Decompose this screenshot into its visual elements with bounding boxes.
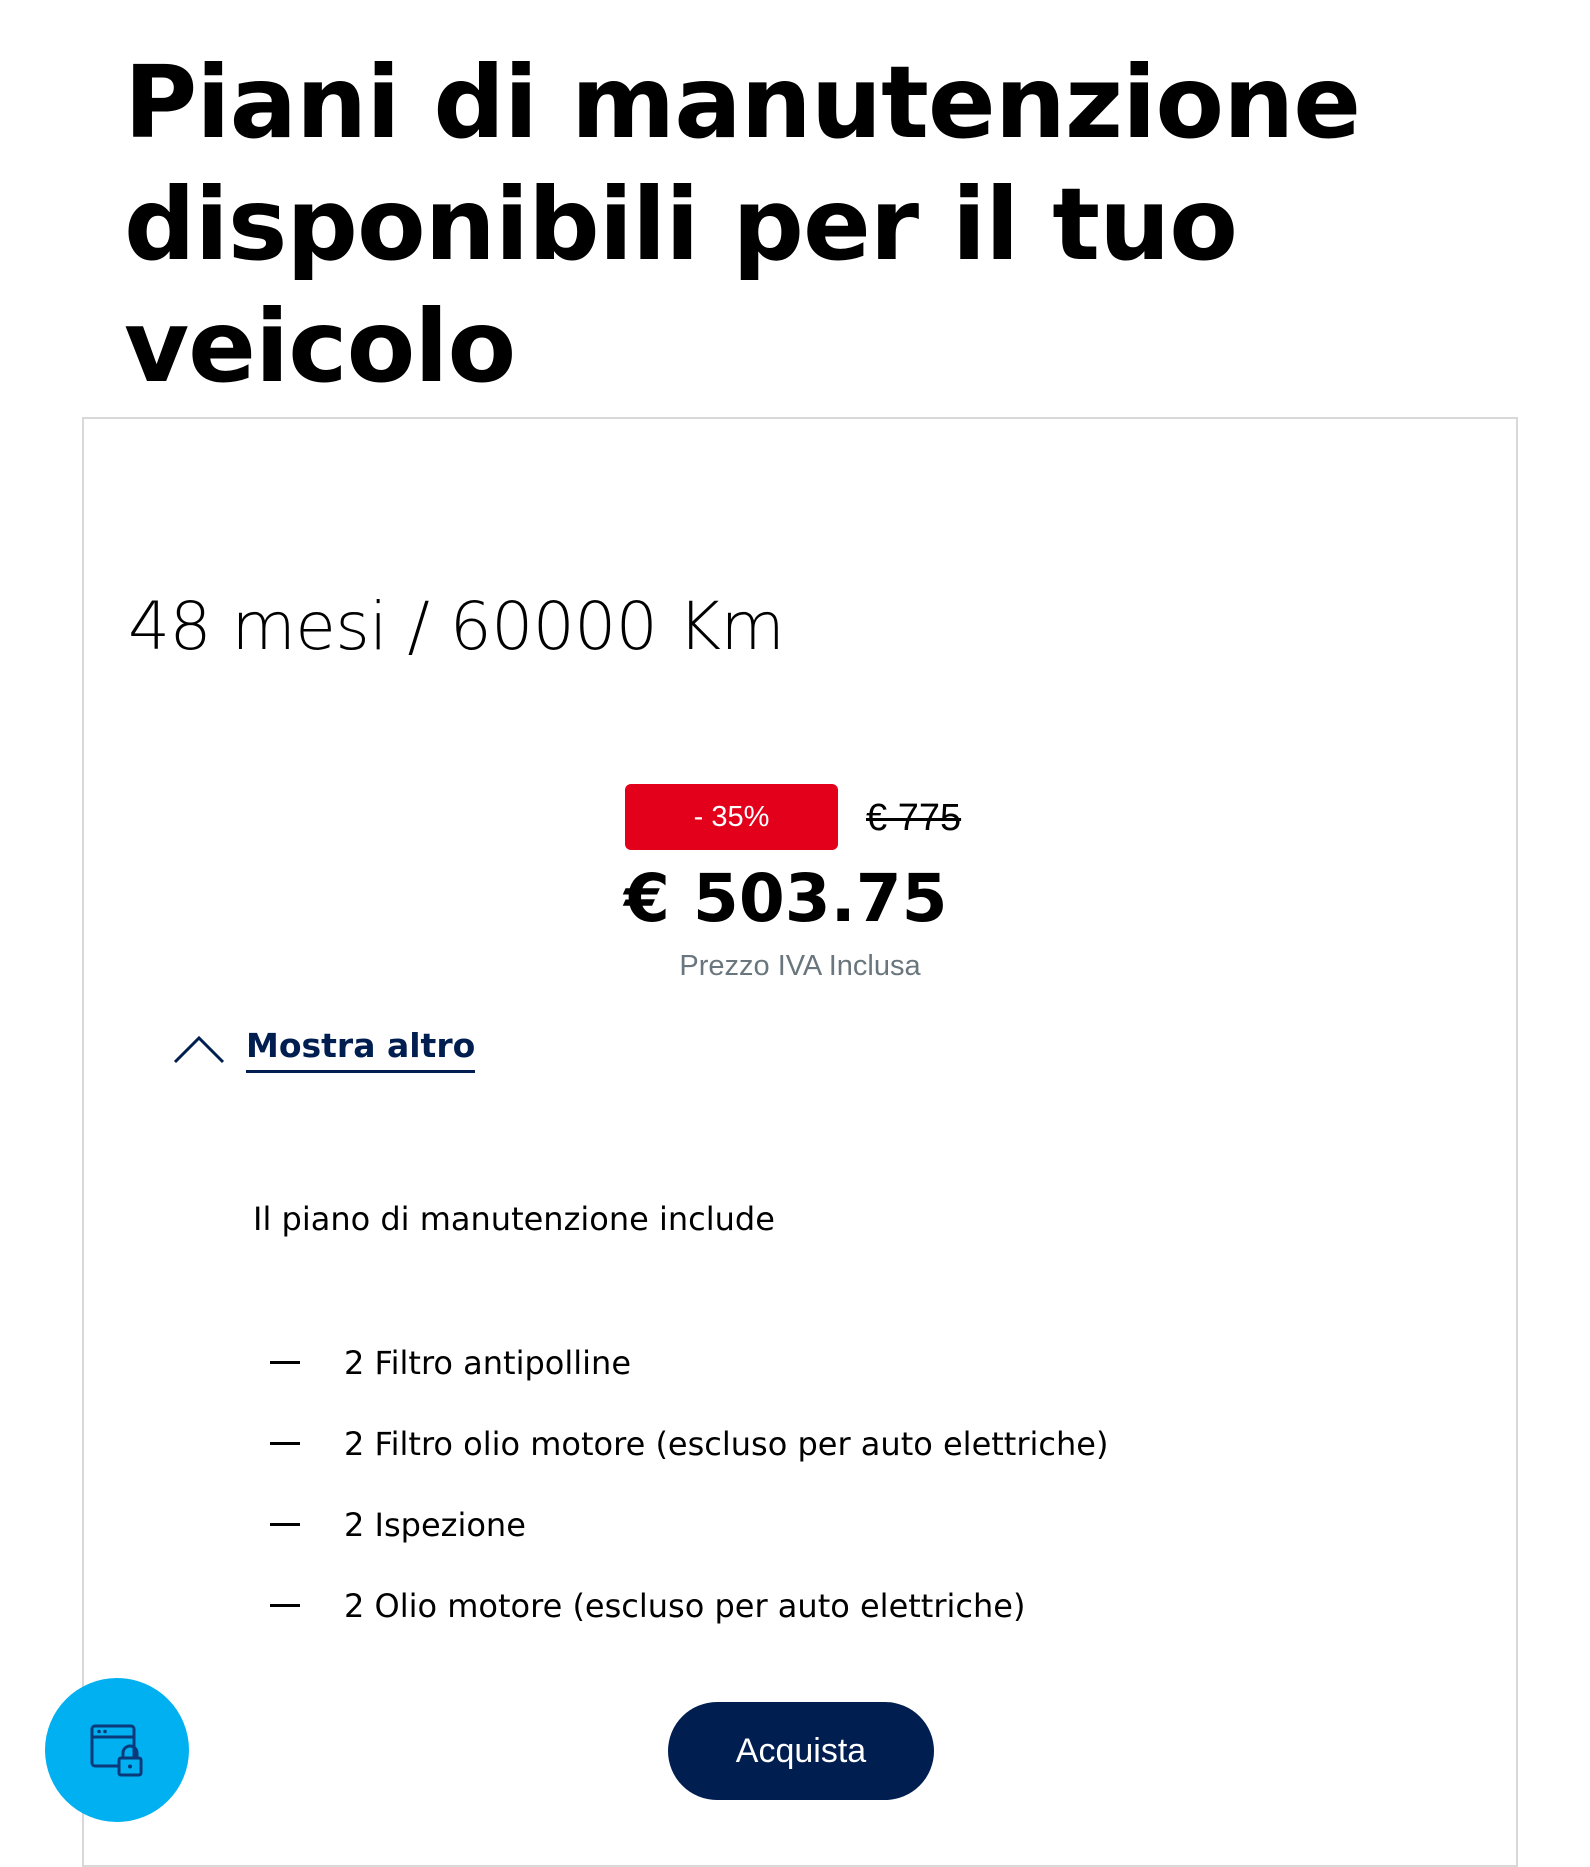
browser-lock-icon xyxy=(89,1722,145,1778)
old-price: € 775 xyxy=(866,797,962,839)
privacy-settings-button[interactable] xyxy=(45,1678,189,1822)
show-more-link[interactable]: Mostra altro xyxy=(246,1024,475,1073)
current-price: € 503.75 xyxy=(624,860,948,937)
discount-badge: - 35% xyxy=(625,784,838,850)
list-item-text: 2 Olio motore (escluso per auto elettriche) xyxy=(344,1586,1026,1625)
dash-bullet-icon xyxy=(270,1523,300,1526)
page-title: Piani di manutenzione disponibili per il tuo veicolo xyxy=(124,44,1361,405)
list-item xyxy=(270,1403,1108,1484)
list-item-text: 2 Filtro antipolline xyxy=(344,1343,631,1382)
includes-list xyxy=(270,1322,1108,1646)
chevron-up-icon xyxy=(172,1032,226,1066)
show-more-toggle[interactable] xyxy=(172,1024,475,1073)
list-item xyxy=(270,1565,1108,1646)
list-item xyxy=(270,1322,1108,1403)
buy-button[interactable]: Acquista xyxy=(668,1702,934,1800)
dash-bullet-icon xyxy=(270,1442,300,1445)
vat-note: Prezzo IVA Inclusa xyxy=(679,950,921,982)
dash-bullet-icon xyxy=(270,1604,300,1607)
plan-name: 48 mesi / 60000 Km xyxy=(128,588,785,665)
list-item xyxy=(270,1484,1108,1565)
list-item-text: 2 Ispezione xyxy=(344,1505,526,1544)
includes-heading: Il piano di manutenzione include xyxy=(253,1200,775,1238)
dash-bullet-icon xyxy=(270,1361,300,1364)
list-item-text: 2 Filtro olio motore (escluso per auto elettriche) xyxy=(344,1424,1109,1463)
